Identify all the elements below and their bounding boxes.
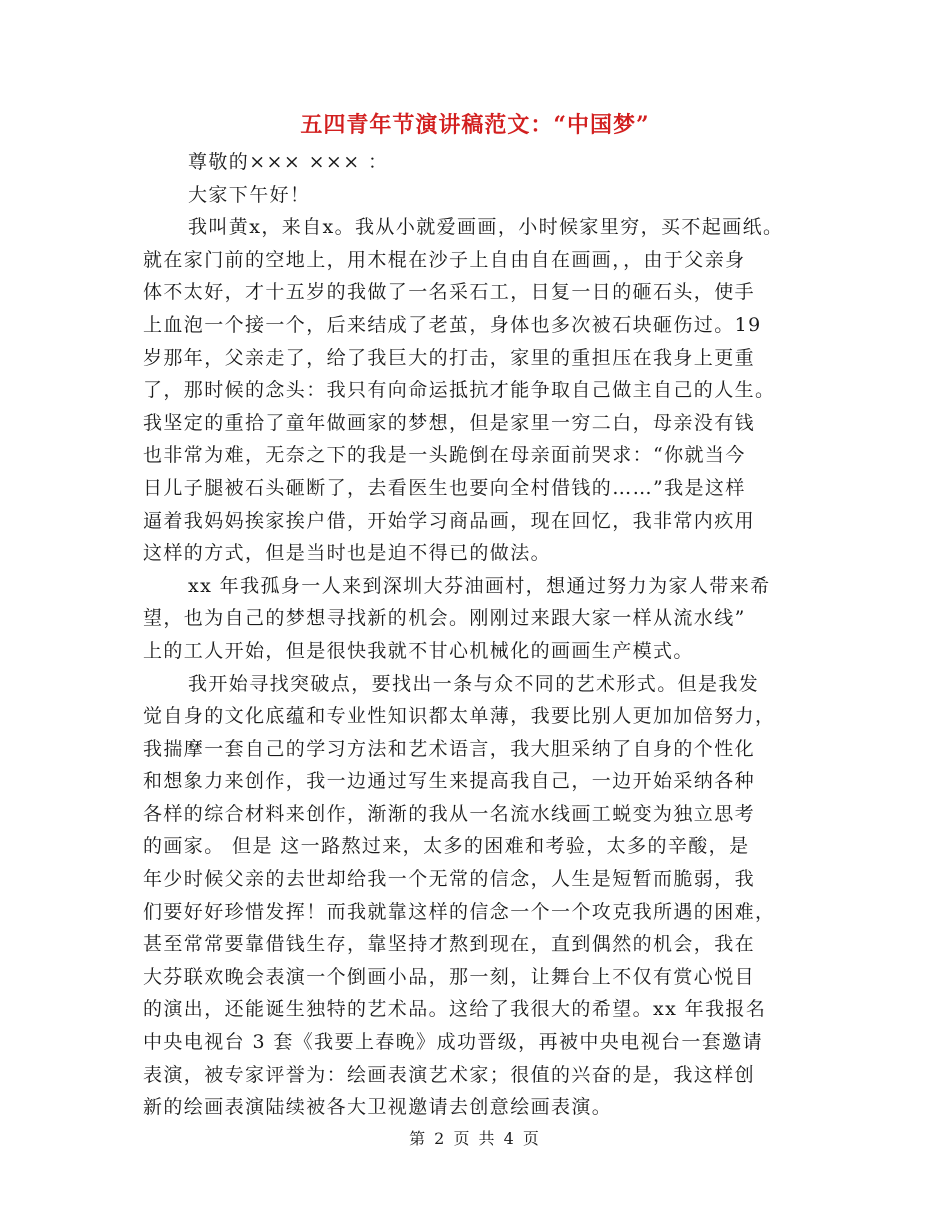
- text-line: 年少时候父亲的去世却给我一个无常的信念，人生是短暂而脆弱，我: [143, 868, 756, 891]
- text-line: 体不太好，才十五岁的我做了一名采石工，日复一日的砸石头，使手: [143, 281, 756, 304]
- text-line: 望，也为自己的梦想寻找新的机会。刚刚过来跟大家一样从流水线”: [143, 607, 746, 630]
- text-line: 就在家门前的空地上，用木棍在沙子上自由自在画画，，由于父亲身: [143, 248, 746, 271]
- text-line: 我揣摩一套自己的学习方法和艺术语言，我大胆采纳了自身的个性化: [143, 737, 756, 760]
- text-line: 日儿子腿被石头砸断了，去看医生也要向全村借钱的……”我是这样: [143, 476, 746, 499]
- text-line: 和想象力来创作，我一边通过写生来提高我自己，一边开始采纳各种: [143, 770, 756, 793]
- text-line: 的画家。 但是 这一路熬过来，太多的困难和考验，太多的辛酸，是: [143, 835, 750, 858]
- text-line: 大芬联欢晚会表演一个倒画小品，那一刻，让舞台上不仅有赏心悦目: [143, 965, 756, 988]
- text-line: 我叫黄x，来自x。我从小就爱画画，小时候家里穷，买不起画纸。: [188, 216, 784, 239]
- text-line: 尊敬的××× ××× ：: [188, 151, 389, 173]
- text-line: 也非常为难，无奈之下的我是一头跪倒在母亲面前哭求：“你就当今: [143, 444, 746, 467]
- text-line: 甚至常常要靠借钱生存，靠坚持才熬到现在，直到偶然的机会，我在: [143, 933, 756, 956]
- text-line: 大家下午好！: [188, 183, 311, 206]
- text-line: 上的工人开始，但是很快我就不甘心机械化的画画生产模式。: [143, 639, 694, 662]
- text-line: 逼着我妈妈挨家挨户借，开始学习商品画，现在回忆，我非常内疚用: [143, 509, 756, 532]
- text-line: 岁那年，父亲走了，给了我巨大的打击，家里的重担压在我身上更重: [143, 346, 756, 369]
- text-line: 新的绘画表演陆续被各大卫视邀请去创意绘画表演。: [143, 1096, 613, 1119]
- text-line: 我坚定的重拾了童年做画家的梦想，但是家里一穷二白，母亲没有钱: [143, 411, 756, 434]
- page-title: 五四青年节演讲稿范文：“中国梦”: [300, 112, 650, 138]
- text-line: 的演出，还能诞生独特的艺术品。这给了我很大的希望。xx 年我报名: [143, 998, 767, 1021]
- text-line: 表演，被专家评誉为：绘画表演艺术家；很值的兴奋的是，我这样创: [143, 1063, 756, 1086]
- text-line: 上血泡一个接一个，后来结成了老茧，身体也多次被石块砸伤过。19: [143, 313, 762, 336]
- text-line: 各样的综合材料来创作，渐渐的我从一名流水线画工蜕变为独立思考: [143, 802, 756, 825]
- page-footer: 第 2 页 共 4 页: [409, 1129, 541, 1148]
- text-line: 这样的方式，但是当时也是迫不得已的做法。: [143, 542, 552, 565]
- text-line: xx 年我孤身一人来到深圳大芬油画村，想通过努力为家人带来希: [188, 574, 771, 597]
- text-line: 我开始寻找突破点，要找出一条与众不同的艺术形式。但是我发: [188, 672, 760, 695]
- text-line: 们要好好珍惜发挥！而我就靠这样的信念一个一个攻克我所遇的困难，: [143, 900, 776, 923]
- text-line: 觉自身的文化底蕴和专业性知识都太单薄，我要比别人更加加倍努力，: [143, 705, 776, 728]
- text-line: 中央电视台 3 套《我要上春晚》成功晋级，再被中央电视台一套邀请: [143, 1031, 763, 1054]
- text-line: 了，那时候的念头：我只有向命运抵抗才能争取自己做主自己的人生。: [143, 379, 776, 402]
- body-text: [143, 146, 823, 1124]
